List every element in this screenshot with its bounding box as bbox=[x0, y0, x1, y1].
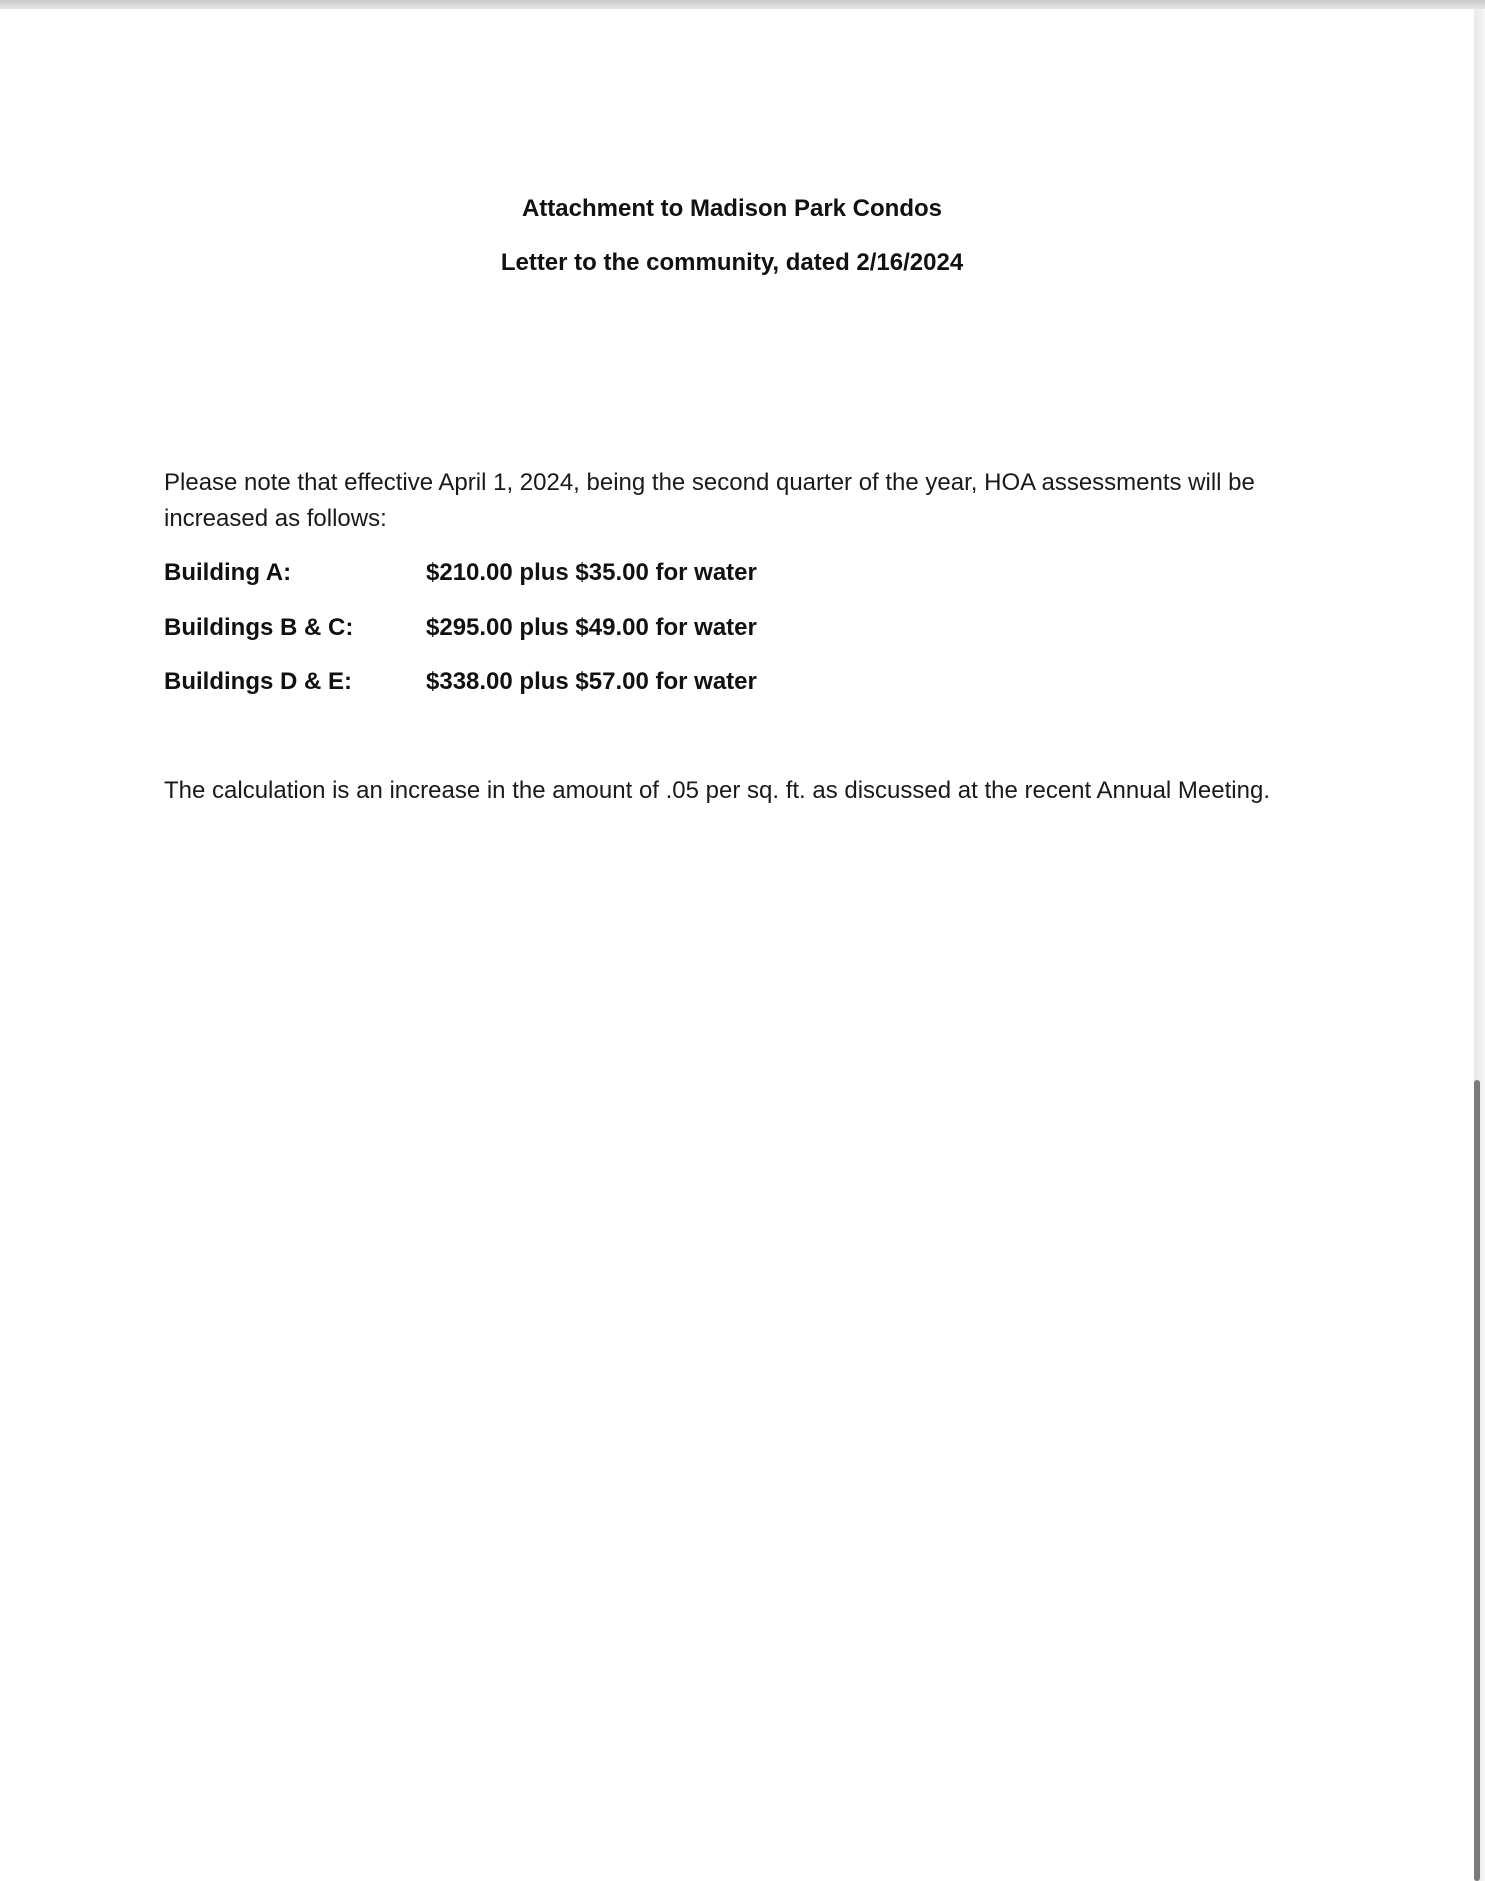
intro-paragraph: Please note that effective April 1, 2024, being the second quarter of the year, HOA assessments will be increased as follows: bbox=[164, 469, 1255, 532]
viewer-top-border bbox=[0, 0, 1485, 9]
document-page bbox=[0, 9, 1474, 1881]
calculation-note: The calculation is an increase in the amount of .05 per sq. ft. as discussed at the recent Annual Meeting. bbox=[164, 777, 1270, 804]
document-subtitle: Letter to the community, dated 2/16/2024 bbox=[500, 249, 964, 276]
assessment-row bbox=[164, 668, 757, 696]
assessment-row bbox=[164, 559, 757, 587]
assessment-label: Building A: bbox=[164, 559, 292, 586]
assessment-amount: $295.00 plus $49.00 for water bbox=[426, 614, 757, 641]
assessment-label: Buildings D & E: bbox=[164, 668, 352, 695]
assessment-amount: $210.00 plus $35.00 for water bbox=[426, 559, 757, 586]
assessment-row bbox=[164, 614, 757, 642]
document-title: Attachment to Madison Park Condos bbox=[521, 195, 943, 222]
assessment-amount: $338.00 plus $57.00 for water bbox=[426, 668, 757, 695]
assessment-label: Buildings B & C: bbox=[164, 614, 354, 641]
vertical-scrollbar[interactable] bbox=[1474, 1080, 1480, 1881]
